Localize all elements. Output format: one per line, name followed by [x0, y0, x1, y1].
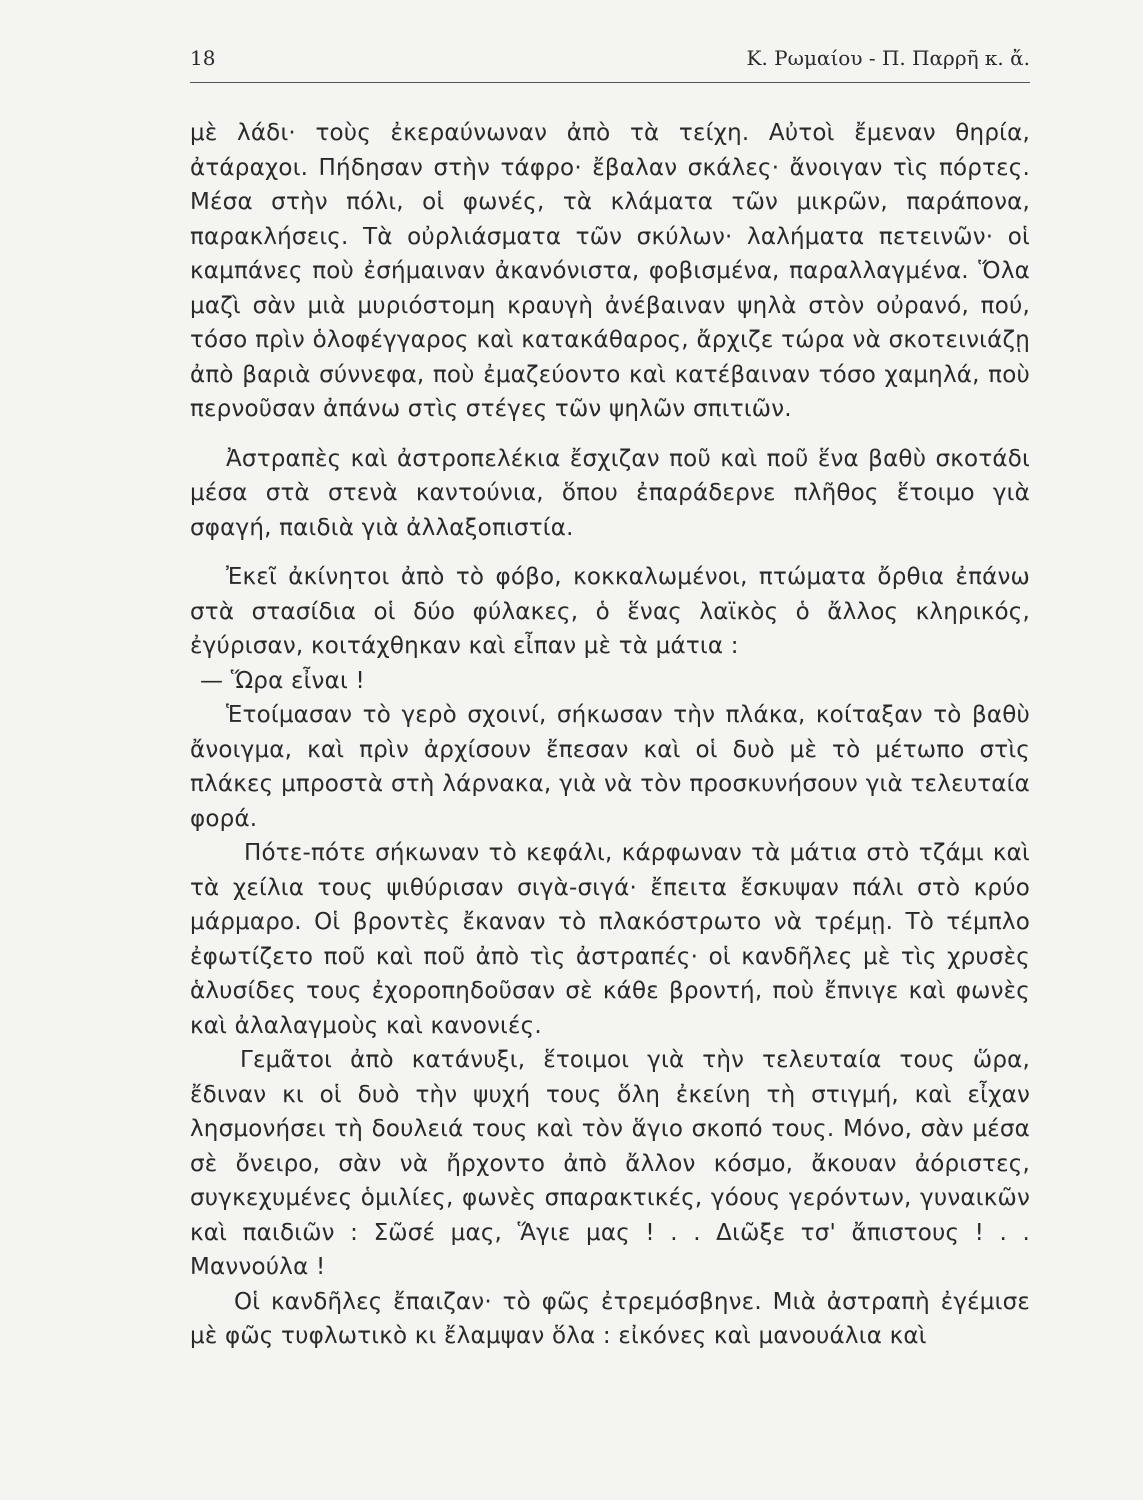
page-number: 18: [190, 46, 216, 70]
paragraph: μὲ λάδι· τοὺς ἐκεραύνωναν ἀπὸ τὰ τείχη. Αὐτοὶ ἔμεναν θηρία, ἀτάραχοι. Πήδησαν στὴν τάφρο· ἔβαλαν σκάλες· ἄνοιγαν τὶς πόρτες. Μέσα στὴν πόλι, οἱ φωνές, τὰ κλάματα τῶν μικρῶν, παράπονα, παρακλήσεις. Τὰ οὐρλιάσματα τῶν σκύλων· λαλήματα πετεινῶν· οἱ καμπάνες ποὺ ἐσήμαιναν ἀκανόνιστα, φοβισμένα, παραλλαγμένα. Ὅλα μαζὶ σὰν μιὰ μυριόστομη κραυγὴ ἀνέβαιναν ψηλὰ στὸν οὐρανό, πού, τόσο πρὶν ὁλοφέγγαρος καὶ κατακάθαρος, ἄρχιζε τώρα νὰ σκοτεινιάζῃ ἀπὸ βαριὰ σύννεφα, ποὺ ἐμαζεύοντο καὶ κατέβαιναν τόσο χαμηλά, ποὺ περνοῦσαν ἀπάνω στὶς στέγες τῶν ψηλῶν σπιτιῶν.: [190, 120, 1030, 422]
page-header: [190, 46, 1030, 82]
body-text: [190, 116, 1030, 1354]
paragraph: Ἐκεῖ ἀκίνητοι ἀπὸ τὸ φόβο, κοκκαλωμένοι, πτώματα ὄρθια ἐπάνω στὰ στασίδια οἱ δύο φύλακες, ὁ ἕνας λαϊκὸς ὁ ἄλλος κληρικός, ἐγύρισαν, κοιτάχθηκαν καὶ εἶπαν μὲ τὰ μάτια :: [190, 564, 1030, 659]
running-title: Κ. Ρωμαίου - Π. Παρρῆ κ. ἄ.: [746, 46, 1030, 70]
paragraph: Ἀστραπὲς καὶ ἀστροπελέκια ἔσχιζαν ποῦ καὶ ποῦ ἕνα βαθὺ σκοτάδι μέσα στὰ στενὰ καντούνια, ὅπου ἐπαράδερνε πλῆθος ἕτοιμο γιὰ σφαγή, παιδιὰ γιὰ ἀλλαξοπιστία.: [190, 445, 1030, 541]
header-rule: [190, 82, 1030, 83]
paragraph: Γεμᾶτοι ἀπὸ κατάνυξι, ἕτοιμοι γιὰ τὴν τελευταία τους ὥρα, ἔδιναν κι οἱ δυὸ τὴν ψυχή τους ὅλη ἐκείνη τὴ στιγμή, καὶ εἶχαν λησμονήσει τὴ δουλειά τους καὶ τὸν ἅγιο σκοπό τους. Μόνο, σὰν μέσα σὲ ὄνειρο, σὰν νὰ ἤρχοντο ἀπὸ ἄλλον κόσμο, ἄκουαν ἀόριστες, συγκεχυμένες ὁμιλίες, φωνὲς σπαρακτικές, γόους γερόντων, γυναικῶν καὶ παιδιῶν : Σῶσέ μας, Ἅγιε μας ! . . Διῶξε τσ' ἄπιστους ! . . Μαννούλα !: [190, 1047, 1030, 1280]
paragraph: Οἱ κανδῆλες ἔπαιζαν· τὸ φῶς ἐτρεμόσβηνε. Μιὰ ἀστραπὴ ἐγέμισε μὲ φῶς τυφλωτικὸ κι ἔλαμψαν ὅλα : εἰκόνες καὶ μανουάλια καὶ: [190, 1288, 1030, 1349]
dialogue-line: — Ὥρα εἶναι !: [200, 667, 365, 694]
paragraph: Ἑτοίμασαν τὸ γερὸ σχοινί, σήκωσαν τὴν πλάκα, κοίταξαν τὸ βαθὺ ἄνοιγμα, καὶ πρὶν ἀρχίσουν ἔπεσαν καὶ οἱ δυὸ μὲ τὸ μέτωπο στὶς πλάκες μπροστὰ στὴ λάρνακα, γιὰ νὰ τὸν προσκυνήσουν γιὰ τελευταία φορά.: [190, 702, 1030, 832]
paragraph: Πότε-πότε σήκωναν τὸ κεφάλι, κάρφωναν τὰ μάτια στὸ τζάμι καὶ τὰ χείλια τους ψιθύρισαν σιγὰ-σιγά· ἔπειτα ἔσκυψαν πάλι στὸ κρύο μάρμαρο. Οἱ βροντὲς ἔκαναν τὸ πλακόστρωτο νὰ τρέμῃ. Τὸ τέμπλο ἐφωτίζετο ποῦ καὶ ποῦ ἀπὸ τὶς ἀστραπές· οἱ κανδῆλες μὲ τὶς χρυσὲς ἁλυσίδες τους ἐχοροπηδοῦσαν σὲ κάθε βροντή, ποὺ ἔπνιγε καὶ φωνὲς καὶ ἀλαλαγμοὺς καὶ κανονιές.: [190, 840, 1030, 1039]
